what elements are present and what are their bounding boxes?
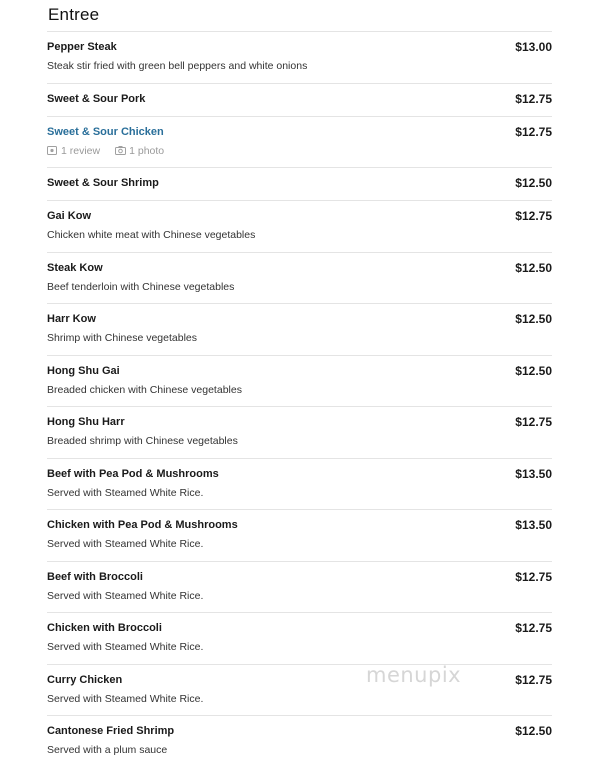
photo-count[interactable]: 1 photo [129,144,165,157]
menu-item-name: Chicken with Pea Pod & Mushrooms [47,519,238,531]
menu-item-description: Chicken white meat with Chinese vegetables [47,229,256,241]
menu-item [47,31,552,83]
menu-item [47,612,552,664]
menu-item-price: $12.75 [515,124,552,139]
menu-item-description: Served with Steamed White Rice. [47,538,204,550]
menu-item [47,406,552,458]
menu-item-name: Gai Kow [47,210,92,222]
menu-item [47,303,552,355]
menu-item-price: $12.50 [515,176,552,190]
menu-item [47,252,552,304]
menu-item-price: $13.50 [515,466,552,481]
section-title: Entree [48,5,100,24]
menu-item-price: $12.50 [515,312,552,326]
menu-item [47,561,552,613]
menu-item-description: Beef tenderloin with Chinese vegetables [47,280,235,293]
menu-item [47,509,552,561]
menu-item-name: Harr Kow [47,313,96,325]
review-icon [47,146,57,155]
menu-item-price: $12.75 [515,621,552,635]
menu-item [47,664,552,716]
menu-item-name: Hong Shu Gai [47,364,120,377]
menu-item-price: $12.50 [515,724,552,738]
menu-item-price: $12.75 [515,209,552,223]
camera-icon [115,146,125,155]
menu-item [47,167,552,200]
menu-item-name: Beef with Pea Pod & Mushrooms [47,467,219,480]
menu-item [47,458,552,510]
menu-item-description: Served with Steamed White Rice. [47,486,204,499]
menu-item-price: $12.75 [515,672,552,687]
menu-item-description: Steak stir fried with green bell peppers and white onions [47,60,308,72]
menu-item [47,355,552,407]
menu-item-price: $12.50 [515,363,552,378]
menu-item-price: $12.75 [515,569,552,584]
menu-item-description: Served with Steamed White Rice. [47,589,204,602]
menu-item-name: Cantonese Fried Shrimp [47,725,175,737]
menu-item-name: Sweet & Sour Pork [47,92,146,105]
menu-item-meta [47,145,164,157]
review-count[interactable]: 1 review [61,144,101,157]
menu-item-name: Steak Kow [47,261,103,274]
menu-item-name: Sweet & Sour Shrimp [47,177,159,189]
menu-list [47,31,552,767]
menu-item-name: Curry Chicken [47,673,123,686]
menu-item-description: Shrimp with Chinese vegetables [47,332,197,344]
menu-item[interactable] [47,116,552,168]
menu-item [47,83,552,116]
watermark: menupix [366,663,462,687]
menu-item-description: Served with Steamed White Rice. [47,641,204,653]
menu-item-price: $12.50 [515,260,552,275]
menu-item-price: $13.00 [515,40,552,54]
menu-item-description: Served with Steamed White Rice. [47,692,204,705]
menu-item-name: Hong Shu Harr [47,416,125,428]
menu-item-name: Pepper Steak [47,41,117,53]
menu-item-description: Served with a plum sauce [47,744,168,756]
menu-item-price: $12.75 [515,91,552,106]
menu-item-description: Breaded shrimp with Chinese vegetables [47,435,238,447]
menu-item-name: Chicken with Broccoli [47,622,162,634]
menu-item-name: Beef with Broccoli [47,570,143,583]
menu-item-price: $12.75 [515,415,552,429]
menu-item-description: Breaded chicken with Chinese vegetables [47,383,242,396]
menu-item-name[interactable]: Sweet & Sour Chicken [47,125,164,138]
menu-item-price: $13.50 [515,518,552,532]
menu-item [47,200,552,252]
menu-item [47,715,552,767]
